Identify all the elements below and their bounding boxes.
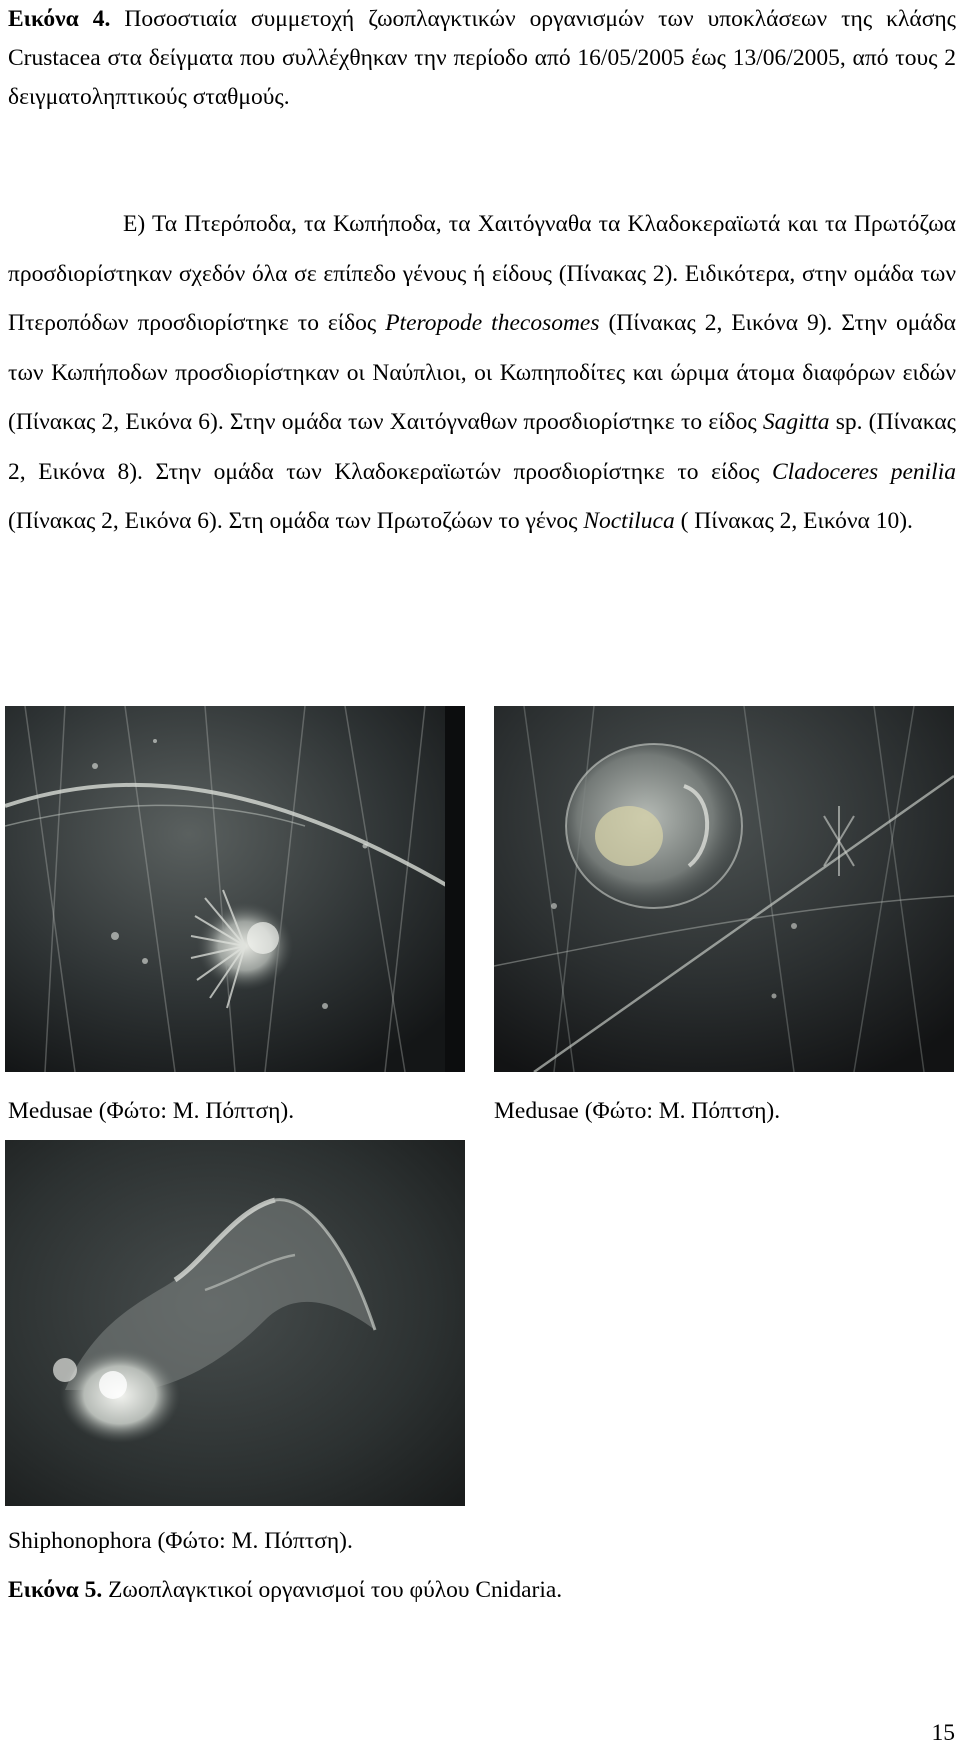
body-paragraph <box>8 200 956 547</box>
body-text-1: Ε) Τα Πτερόποδα, τα Κωπήποδα, τα Χαιτόγναθα τα Κλαδοκεραϊωτά και τα Πρωτόζωα προσδιορίστηκαν σχεδόν όλα σε επίπεδο γένους ή είδους (Πίνακας 2). Ειδικότερα, στην ομάδα των Πτεροπόδων προσδιορίστηκε το είδος <box>8 211 956 336</box>
photo-2-caption: Medusae (Φώτο: Μ. Πόπτση). <box>494 1098 781 1124</box>
figure-5-label: Εικόνα 5. <box>8 1577 103 1603</box>
figure-4-caption <box>8 0 956 117</box>
body-text-3: sp. (Πίνακας 2, Εικόνα 8). Στην ομάδα των Κλαδοκεραϊωτών προσδιορίστηκε το είδος <box>8 409 956 485</box>
photo-shiphonophora <box>5 1140 465 1506</box>
body-text-4: (Πίνακας 2, Εικόνα 6). Στη ομάδα των Πρωτοζώων το γένος <box>8 508 584 534</box>
species-pteropode: Pteropode thecosomes <box>385 310 600 336</box>
medusae-photo-1-image <box>5 706 465 1072</box>
shiphonophora-photo-image <box>5 1140 465 1506</box>
medusae-photo-2-image <box>494 706 954 1072</box>
species-cladoceres: Cladoceres penilia <box>772 458 956 485</box>
body-text-5: ( Πίνακας 2, Εικόνα 10). <box>674 508 913 534</box>
photo-1-caption: Medusae (Φώτο: Μ. Πόπτση). <box>8 1098 295 1124</box>
genus-noctiluca: Noctiluca <box>583 508 675 534</box>
figure-4-caption-text: Ποσοστιαία συμμετοχή ζωοπλαγκτικών οργανισμών των υποκλάσεων της κλάσης Crustacea στα δείγματα που συλλέχθηκαν την περίοδο από 16/05/2005 έως 13/06/2005, από τους 2 δειγματοληπτικούς σταθμούς. <box>8 6 956 110</box>
body-text-2: (Πίνακας 2, Εικόνα 9). Στην ομάδα των Κωπήποδων προσδιορίστηκαν οι Ναύπλιοι, οι Κωπηποδίτες και ώριμα άτομα διαφόρων ειδών (Πίνακας 2, Εικόνα 6). Στην ομάδα των Χαιτόγναθων προσδιορίστηκε το είδος <box>8 310 956 435</box>
species-sagitta: Sagitta <box>762 409 830 435</box>
figure-4-label: Εικόνα 4. <box>8 6 111 32</box>
figure-5-caption-text: Ζωοπλαγκτικοί οργανισμοί του φύλου Cnidaria. <box>102 1577 563 1603</box>
figure-5-caption <box>8 1575 562 1605</box>
page-number: 15 <box>931 1720 955 1746</box>
photo-medusae-2 <box>494 706 954 1072</box>
photo-medusae-1 <box>5 706 465 1072</box>
photo-3-caption: Shiphonophora (Φώτο: Μ. Πόπτση). <box>8 1528 353 1554</box>
